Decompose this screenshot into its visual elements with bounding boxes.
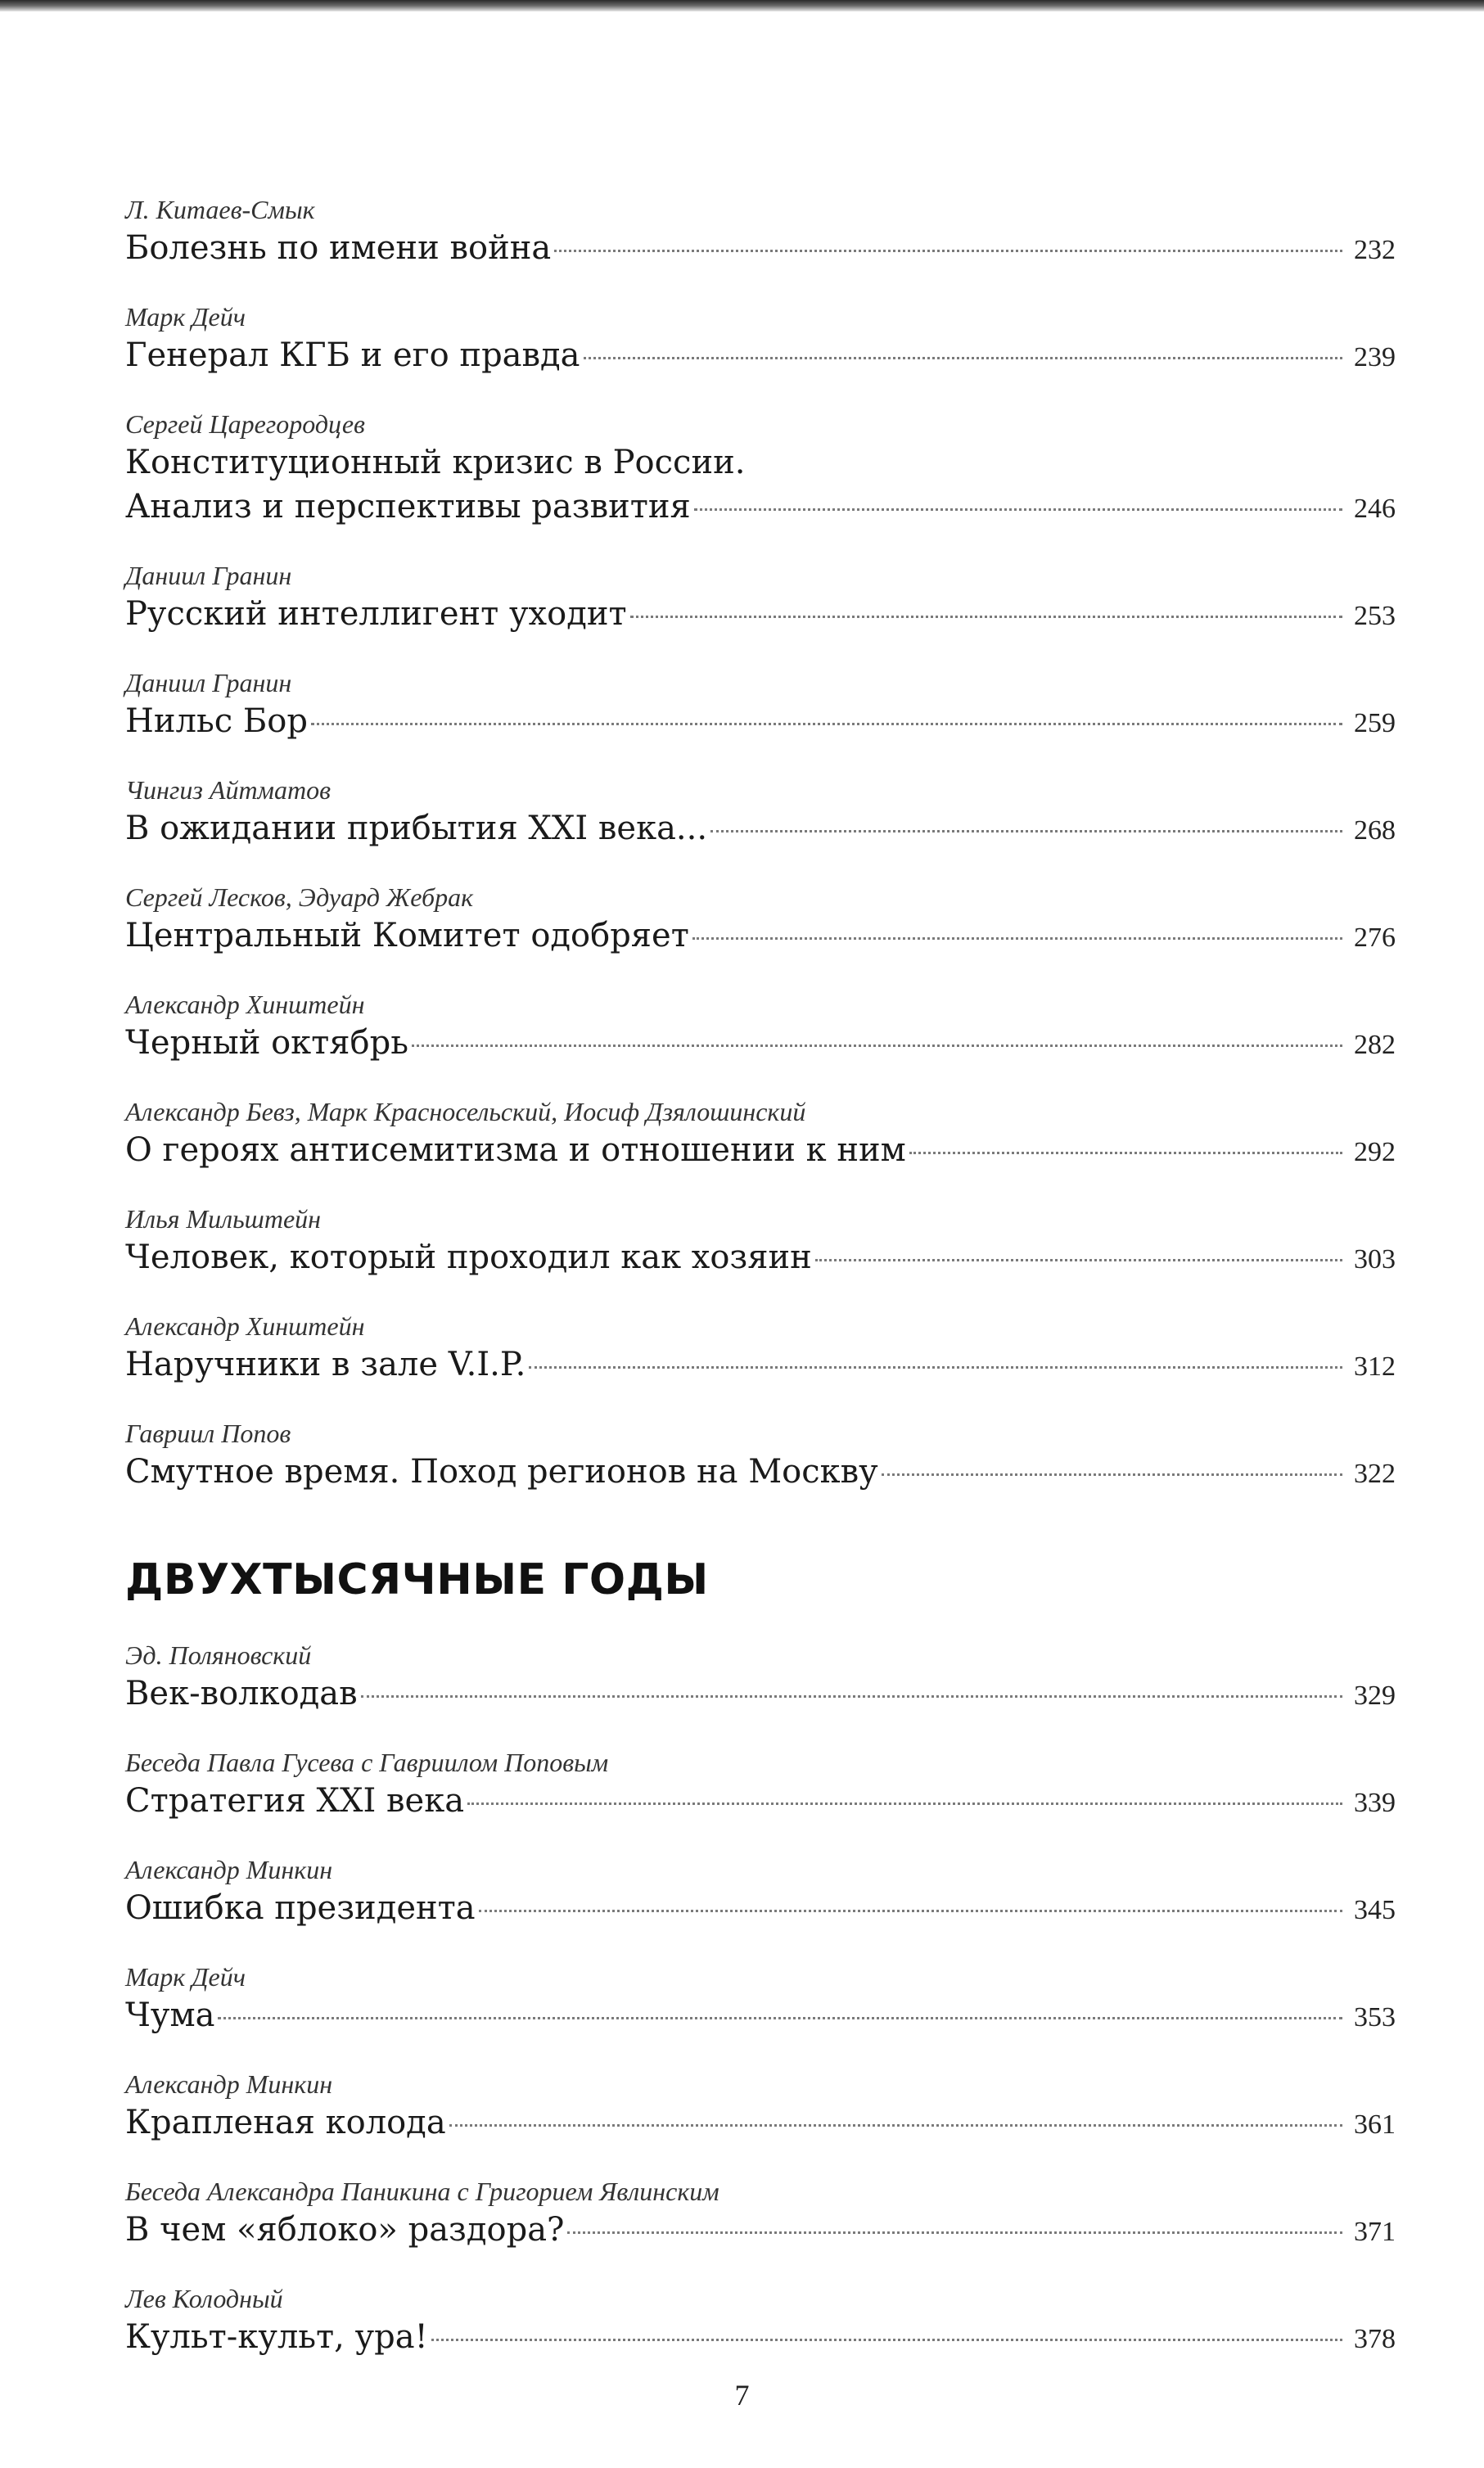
- entry-title-line[interactable]: [125, 485, 1396, 531]
- entry-title: Русский интеллигент уходит: [125, 595, 627, 633]
- dot-leader: [554, 250, 1342, 252]
- entry-author: Лев Колодный: [125, 2284, 283, 2313]
- dot-leader: [218, 2017, 1342, 2019]
- dot-leader: [311, 723, 1342, 725]
- dot-leader: [815, 1259, 1342, 1261]
- dot-leader: [479, 1910, 1342, 1912]
- entry-title: Крапленая колода: [125, 2104, 446, 2141]
- entry-page-number: 276: [1354, 923, 1396, 953]
- entry-title-line[interactable]: [125, 226, 1396, 273]
- entry-page-number: 378: [1354, 2324, 1396, 2354]
- toc-entry: [125, 1310, 1396, 1389]
- entry-author: Даниил Гранин: [125, 561, 292, 590]
- entry-title: Наручники в зале V.I.P.: [125, 1346, 526, 1383]
- entry-title: Болезнь по имени война: [125, 229, 552, 267]
- entry-author: Чингиз Айтматов: [125, 775, 331, 805]
- entry-author: Александр Минкин: [125, 1855, 333, 1884]
- toc-entry: [125, 1417, 1396, 1496]
- entry-title: Анализ и перспективы развития: [125, 488, 691, 526]
- entry-page-number: 246: [1354, 494, 1396, 524]
- entry-title-line[interactable]: [125, 1779, 1396, 1825]
- scan-edge: [0, 0, 1484, 11]
- entry-author: Даниил Гранин: [125, 668, 292, 697]
- entry-title-line[interactable]: [125, 1886, 1396, 1933]
- entry-title-line[interactable]: [125, 1128, 1396, 1175]
- toc-entry: [125, 408, 1396, 531]
- toc-entry: [125, 2175, 1396, 2254]
- entry-page-number: 232: [1354, 235, 1396, 265]
- entry-page-number: 268: [1354, 815, 1396, 846]
- toc-entry: [125, 559, 1396, 638]
- page-folio-number: 7: [734, 2379, 750, 2412]
- dot-leader: [692, 937, 1342, 940]
- entry-title-line[interactable]: [125, 1021, 1396, 1067]
- dot-leader: [449, 2124, 1342, 2127]
- entry-author: Марк Дейч: [125, 1962, 246, 1992]
- entry-title-line[interactable]: [125, 1672, 1396, 1718]
- toc-entry: [125, 666, 1396, 746]
- entry-title: Чума: [125, 1997, 215, 2034]
- dot-leader: [361, 1695, 1342, 1698]
- toc-entry: [125, 300, 1396, 380]
- toc-entry: [125, 1746, 1396, 1825]
- entry-title-line[interactable]: [125, 333, 1396, 380]
- entry-page-number: 329: [1354, 1681, 1396, 1711]
- toc-entry: [125, 1639, 1396, 1718]
- entry-title: Черный октябрь: [125, 1024, 408, 1062]
- entry-author: Беседа Павла Гусева с Гавриилом Поповым: [125, 1748, 609, 1777]
- entry-title-line[interactable]: [125, 2315, 1396, 2362]
- dot-leader: [567, 2231, 1342, 2234]
- dot-leader: [694, 508, 1342, 511]
- entry-title: О героях антисемитизма и отношении к ним: [125, 1131, 906, 1169]
- section-heading: ДВУХТЫСЯЧНЫЕ ГОДЫ: [125, 1555, 709, 1604]
- entry-author: Александр Минкин: [125, 2069, 333, 2099]
- entry-title-line[interactable]: [125, 2100, 1396, 2147]
- entry-author: Сергей Лесков, Эдуард Жебрак: [125, 882, 474, 912]
- dot-leader: [584, 357, 1342, 359]
- entry-page-number: 371: [1354, 2217, 1396, 2247]
- entry-title-line[interactable]: [125, 2208, 1396, 2254]
- toc-entry: [125, 988, 1396, 1067]
- entry-page-number: 345: [1354, 1895, 1396, 1925]
- entry-title: Центральный Комитет одобряет: [125, 917, 689, 954]
- toc-entry: [125, 2068, 1396, 2147]
- entry-title-line[interactable]: [125, 806, 1396, 853]
- entry-author: Александр Хинштейн: [125, 1311, 365, 1341]
- entry-title: Ошибка президента: [125, 1889, 476, 1927]
- toc-entry: [125, 1202, 1396, 1282]
- toc-entry: [125, 774, 1396, 853]
- toc-entry: [125, 1095, 1396, 1175]
- toc-entry: [125, 2282, 1396, 2362]
- entry-page-number: 312: [1354, 1351, 1396, 1382]
- entry-page-number: 282: [1354, 1030, 1396, 1060]
- toc-entry: [125, 1853, 1396, 1933]
- entry-page-number: 322: [1354, 1459, 1396, 1489]
- toc-entry: [125, 1960, 1396, 2040]
- entry-author: Илья Мильштейн: [125, 1204, 322, 1234]
- entry-author: Эд. Поляновский: [125, 1640, 312, 1670]
- entry-title: Стратегия XXI века: [125, 1782, 465, 1820]
- dot-leader: [412, 1045, 1342, 1047]
- dot-leader: [467, 1802, 1342, 1805]
- toc-entry: [125, 193, 1396, 273]
- entry-title: В чем «яблоко» раздора?: [125, 2211, 565, 2249]
- dot-leader: [909, 1152, 1342, 1154]
- entry-author: Гавриил Попов: [125, 1419, 291, 1448]
- entry-title: В ожидании прибытия XXI века...: [125, 810, 708, 847]
- toc-entry: [125, 881, 1396, 960]
- entry-title-line[interactable]: [125, 699, 1396, 746]
- dot-leader: [710, 830, 1342, 832]
- entry-title: Нильс Бор: [125, 702, 308, 740]
- entry-author: Александр Бевз, Марк Красносельский, Иосиф Дзялошинский: [125, 1097, 806, 1126]
- entry-title-line[interactable]: [125, 1235, 1396, 1282]
- toc-page: [125, 193, 1396, 2389]
- entry-page-number: 361: [1354, 2109, 1396, 2140]
- entry-page-number: 259: [1354, 708, 1396, 738]
- toc-section-1: [125, 193, 1396, 1496]
- entry-page-number: 239: [1354, 342, 1396, 372]
- entry-title: Генерал КГБ и его правда: [125, 336, 580, 374]
- entry-title-line[interactable]: [125, 1993, 1396, 2040]
- entry-title: Человек, который проходил как хозяин: [125, 1239, 812, 1276]
- entry-title-line[interactable]: [125, 1450, 1396, 1496]
- entry-author: Беседа Александра Паникина с Григорием Явлинским: [125, 2177, 719, 2206]
- entry-author: Александр Хинштейн: [125, 990, 365, 1019]
- dot-leader: [630, 616, 1342, 618]
- entry-title: Культ-культ, ура!: [125, 2318, 428, 2356]
- dot-leader: [529, 1366, 1342, 1369]
- entry-page-number: 339: [1354, 1788, 1396, 1818]
- entry-title: Век-волкодав: [125, 1675, 358, 1712]
- entry-title: Смутное время. Поход регионов на Москву: [125, 1453, 878, 1491]
- entry-title-line[interactable]: [125, 914, 1396, 960]
- entry-author: Марк Дейч: [125, 302, 246, 332]
- entry-page-number: 292: [1354, 1137, 1396, 1167]
- entry-page-number: 253: [1354, 601, 1396, 631]
- entry-title-line[interactable]: [125, 1342, 1396, 1389]
- toc-section-2: [125, 1639, 1396, 2362]
- entry-page-number: 353: [1354, 2002, 1396, 2033]
- entry-author: Л. Китаев-Смык: [125, 195, 315, 224]
- entry-title-line[interactable]: [125, 592, 1396, 638]
- entry-author: Сергей Царегородцев: [125, 409, 365, 439]
- dot-leader: [431, 2339, 1342, 2341]
- dot-leader: [882, 1473, 1342, 1476]
- entry-page-number: 303: [1354, 1244, 1396, 1275]
- entry-title-first-line: Конституционный кризис в России.: [125, 444, 746, 481]
